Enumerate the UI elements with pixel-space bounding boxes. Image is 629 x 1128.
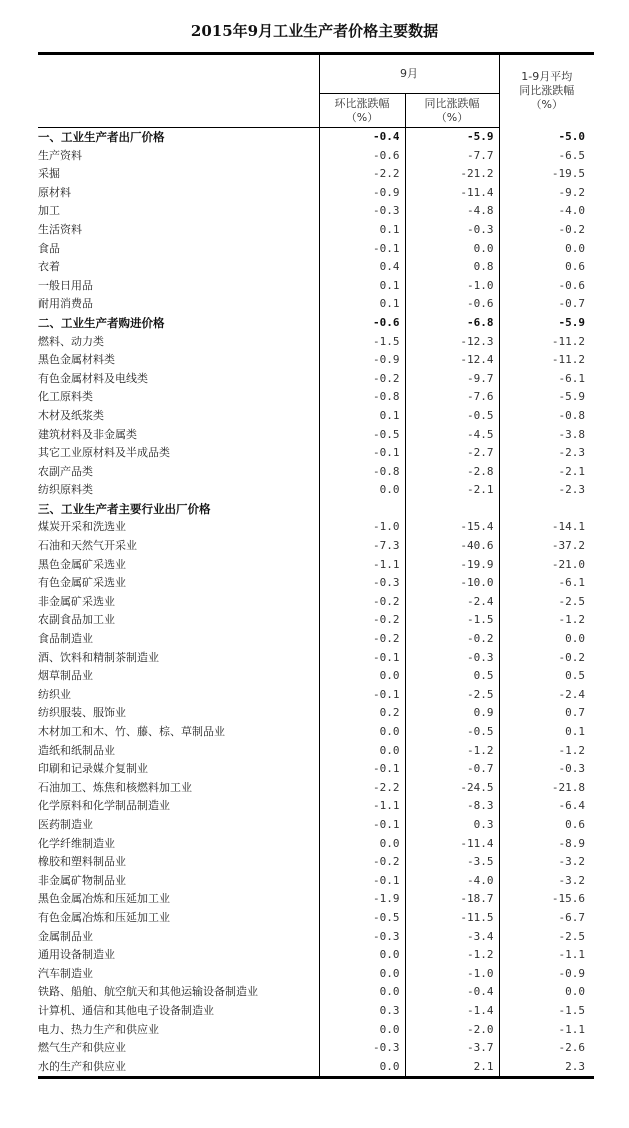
row-label: 其它工业原材料及半成品类	[38, 446, 170, 460]
yoy-value: -15.4	[405, 518, 499, 537]
table-row	[38, 240, 594, 259]
row-label: 化学原料和化学制品制造业	[38, 799, 170, 813]
avg-value: -0.3	[499, 760, 594, 779]
table-row	[38, 946, 594, 965]
table-row	[38, 388, 594, 407]
avg-value: -2.3	[499, 481, 594, 500]
mom-value: -0.8	[319, 388, 405, 407]
yoy-value: -10.0	[405, 574, 499, 593]
row-label: 纺织业	[38, 687, 71, 701]
table-row	[38, 853, 594, 872]
avg-value: -4.0	[499, 202, 594, 221]
row-label: 金属制品业	[38, 929, 93, 943]
table-row	[38, 779, 594, 798]
section-row	[38, 314, 594, 333]
table-row	[38, 630, 594, 649]
avg-value: 0.0	[499, 630, 594, 649]
header-blank	[38, 54, 319, 128]
row-label: 非金属矿物制品业	[38, 873, 126, 887]
row-label: 有色金属材料及电线类	[38, 371, 148, 385]
row-label: 衣着	[38, 260, 60, 274]
row-label: 橡胶和塑料制品业	[38, 855, 126, 869]
header-avg-line2: 同比涨跌幅	[519, 84, 575, 98]
yoy-value: -1.2	[405, 946, 499, 965]
table-row	[38, 463, 594, 482]
row-label: 一、工业生产者出厂价格	[38, 130, 165, 144]
table-row	[38, 147, 594, 166]
mom-value: -1.1	[319, 556, 405, 575]
yoy-value: -2.1	[405, 481, 499, 500]
avg-value: -11.2	[499, 351, 594, 370]
avg-value: -11.2	[499, 333, 594, 352]
table-row	[38, 1021, 594, 1040]
yoy-value: -0.3	[405, 649, 499, 668]
table-row	[38, 649, 594, 668]
table-row	[38, 165, 594, 184]
table-row	[38, 742, 594, 761]
yoy-value: -24.5	[405, 779, 499, 798]
table-row	[38, 221, 594, 240]
yoy-value: 0.5	[405, 667, 499, 686]
mom-value: 0.0	[319, 1021, 405, 1040]
mom-value: 0.0	[319, 946, 405, 965]
yoy-value: -2.7	[405, 444, 499, 463]
table-row	[38, 760, 594, 779]
mom-value: -1.0	[319, 518, 405, 537]
row-label: 医药制造业	[38, 817, 93, 831]
price-data-table	[38, 52, 594, 1079]
yoy-value: -6.8	[405, 314, 499, 333]
mom-value: -0.6	[319, 314, 405, 333]
yoy-value: -11.4	[405, 835, 499, 854]
avg-value: -0.2	[499, 649, 594, 668]
avg-value: -3.2	[499, 872, 594, 891]
mom-value: -0.1	[319, 444, 405, 463]
table-row	[38, 667, 594, 686]
row-label: 三、工业生产者主要行业出厂价格	[38, 501, 211, 516]
yoy-value: -18.7	[405, 890, 499, 909]
row-label: 木材加工和木、竹、藤、棕、草制品业	[38, 725, 225, 738]
mom-value: -0.1	[319, 686, 405, 705]
mom-value: -0.1	[319, 816, 405, 835]
yoy-value: -4.8	[405, 202, 499, 221]
header-mom-unit: （%）	[345, 110, 379, 124]
section-row	[38, 128, 594, 147]
row-label: 纺织服装、服饰业	[38, 706, 126, 720]
yoy-value	[405, 500, 499, 519]
yoy-value: -12.4	[405, 351, 499, 370]
table-row	[38, 184, 594, 203]
header-mom-col	[319, 94, 405, 128]
row-label: 建筑材料及非金属类	[38, 427, 137, 441]
table-row	[38, 835, 594, 854]
table-row	[38, 611, 594, 630]
yoy-value: -12.3	[405, 333, 499, 352]
row-label: 黑色金属材料类	[38, 353, 115, 367]
avg-value: -5.0	[499, 128, 594, 147]
yoy-value: -7.6	[405, 388, 499, 407]
yoy-value: -1.2	[405, 742, 499, 761]
avg-value: -0.2	[499, 221, 594, 240]
row-label: 生活资料	[38, 222, 82, 236]
row-label: 木材及纸浆类	[38, 408, 104, 422]
yoy-value: -1.5	[405, 611, 499, 630]
avg-value: -9.2	[499, 184, 594, 203]
table-row	[38, 351, 594, 370]
yoy-value: 0.8	[405, 258, 499, 277]
avg-value: 2.3	[499, 1058, 594, 1078]
yoy-value: 0.0	[405, 240, 499, 259]
header-yoy-col	[405, 94, 499, 128]
avg-value: -14.1	[499, 518, 594, 537]
yoy-value: -0.3	[405, 221, 499, 240]
row-label: 水的生产和供应业	[38, 1058, 319, 1078]
avg-value: -2.6	[499, 1039, 594, 1058]
mom-value: -0.9	[319, 184, 405, 203]
table-row	[38, 426, 594, 445]
avg-value: -2.1	[499, 463, 594, 482]
avg-value	[499, 500, 594, 519]
row-label: 燃气生产和供应业	[38, 1041, 126, 1055]
avg-value: -37.2	[499, 537, 594, 556]
yoy-value: -2.4	[405, 593, 499, 612]
table-row	[38, 723, 594, 742]
row-label: 黑色金属矿采选业	[38, 557, 126, 571]
table-row	[38, 890, 594, 909]
table-row	[38, 556, 594, 575]
yoy-value: -11.5	[405, 909, 499, 928]
mom-value: -0.2	[319, 611, 405, 630]
mom-value: 0.0	[319, 742, 405, 761]
table-row	[38, 295, 594, 314]
yoy-value: -2.5	[405, 686, 499, 705]
avg-value: -3.2	[499, 853, 594, 872]
mom-value: -0.1	[319, 240, 405, 259]
avg-value: 0.0	[499, 240, 594, 259]
table-row	[38, 704, 594, 723]
yoy-value: 0.9	[405, 704, 499, 723]
avg-value: -2.3	[499, 444, 594, 463]
mom-value: -0.3	[319, 574, 405, 593]
row-label: 黑色金属冶炼和压延加工业	[38, 892, 170, 906]
row-label: 二、工业生产者购进价格	[38, 315, 165, 330]
yoy-value: -19.9	[405, 556, 499, 575]
row-label: 通用设备制造业	[38, 948, 115, 962]
row-label: 食品	[38, 241, 60, 255]
mom-value: -0.5	[319, 426, 405, 445]
table-row	[38, 202, 594, 221]
table-row	[38, 574, 594, 593]
mom-value: 0.4	[319, 258, 405, 277]
mom-value: -1.9	[319, 890, 405, 909]
yoy-value: -8.3	[405, 797, 499, 816]
row-label: 计算机、通信和其他电子设备制造业	[38, 1003, 214, 1017]
avg-value: -0.6	[499, 277, 594, 296]
row-label: 纺织原料类	[38, 483, 93, 497]
row-label: 化学纤维制造业	[38, 836, 115, 850]
row-label: 电力、热力生产和供应业	[38, 1022, 159, 1036]
row-label: 化工原料类	[38, 390, 93, 404]
avg-value: -3.8	[499, 426, 594, 445]
mom-value: -0.6	[319, 147, 405, 166]
row-label: 原材料	[38, 185, 71, 199]
yoy-value: -1.0	[405, 965, 499, 984]
header-avg-unit: （%）	[530, 98, 563, 112]
mom-value: -0.1	[319, 872, 405, 891]
yoy-value: -2.0	[405, 1021, 499, 1040]
table-row	[38, 797, 594, 816]
row-label: 一般日用品	[38, 278, 93, 292]
mom-value: 0.0	[319, 983, 405, 1002]
yoy-value: -0.5	[405, 723, 499, 742]
avg-value: 0.6	[499, 258, 594, 277]
yoy-value: 0.3	[405, 816, 499, 835]
row-label: 生产资料	[38, 148, 82, 162]
row-label: 造纸和纸制品业	[38, 743, 115, 757]
yoy-value: -11.4	[405, 184, 499, 203]
mom-value: 0.0	[319, 835, 405, 854]
table-row	[38, 1058, 594, 1078]
row-label: 煤炭开采和洗选业	[38, 520, 126, 534]
avg-value: -8.9	[499, 835, 594, 854]
header-row-1	[38, 54, 594, 94]
avg-value: -6.4	[499, 797, 594, 816]
avg-value: -1.5	[499, 1002, 594, 1021]
yoy-value: 2.1	[405, 1058, 499, 1078]
mom-value: -2.2	[319, 779, 405, 798]
table-row	[38, 537, 594, 556]
mom-value: -0.1	[319, 760, 405, 779]
header-yoy-unit: （%）	[435, 110, 469, 124]
mom-value: -0.2	[319, 370, 405, 389]
yoy-value: -0.4	[405, 983, 499, 1002]
table-row	[38, 1039, 594, 1058]
yoy-value: -1.0	[405, 277, 499, 296]
table-row	[38, 983, 594, 1002]
page-title: 2015年9月工业生产者价格主要数据	[190, 22, 439, 40]
mom-value: -0.4	[319, 128, 405, 147]
table-row	[38, 518, 594, 537]
avg-value: 0.7	[499, 704, 594, 723]
mom-value: 0.0	[319, 1058, 405, 1078]
row-label: 石油和天然气开采业	[38, 539, 137, 553]
mom-value: -2.2	[319, 165, 405, 184]
avg-value: -21.8	[499, 779, 594, 798]
avg-value: -1.2	[499, 611, 594, 630]
avg-value: -0.7	[499, 295, 594, 314]
row-label: 石油加工、炼焦和核燃料加工业	[38, 780, 192, 794]
row-label: 采掘	[38, 167, 60, 181]
row-label: 食品制造业	[38, 632, 93, 646]
row-label: 酒、饮料和精制茶制造业	[38, 650, 159, 664]
table-row	[38, 816, 594, 835]
table-row	[38, 1002, 594, 1021]
yoy-value: -0.2	[405, 630, 499, 649]
yoy-value: -9.7	[405, 370, 499, 389]
table-row	[38, 965, 594, 984]
row-label: 铁路、船舶、航空航天和其他运输设备制造业	[38, 985, 258, 999]
avg-value: -1.1	[499, 1021, 594, 1040]
mom-value: -0.2	[319, 853, 405, 872]
mom-value: -0.2	[319, 593, 405, 612]
mom-value: 0.1	[319, 407, 405, 426]
mom-value: 0.1	[319, 221, 405, 240]
mom-value: -0.8	[319, 463, 405, 482]
table-row	[38, 593, 594, 612]
avg-value: -2.5	[499, 593, 594, 612]
avg-value: -0.8	[499, 407, 594, 426]
avg-value: -1.2	[499, 742, 594, 761]
table-row	[38, 370, 594, 389]
avg-value: -5.9	[499, 314, 594, 333]
table-row	[38, 872, 594, 891]
avg-value: -2.5	[499, 928, 594, 947]
avg-value: -6.7	[499, 909, 594, 928]
mom-value: -0.1	[319, 649, 405, 668]
row-label: 烟草制品业	[38, 669, 93, 683]
avg-value: -6.1	[499, 370, 594, 389]
row-label: 有色金属冶炼和压延加工业	[38, 910, 170, 924]
avg-value: -0.9	[499, 965, 594, 984]
table-row	[38, 928, 594, 947]
header-mom-label: 环比涨跌幅	[334, 96, 390, 110]
mom-value	[319, 500, 405, 519]
table-row	[38, 407, 594, 426]
table-row	[38, 909, 594, 928]
yoy-value: -40.6	[405, 537, 499, 556]
avg-value: 0.5	[499, 667, 594, 686]
avg-value: 0.6	[499, 816, 594, 835]
row-label: 农副产品类	[38, 464, 93, 478]
mom-value: 0.1	[319, 277, 405, 296]
yoy-value: -1.4	[405, 1002, 499, 1021]
table-row	[38, 481, 594, 500]
yoy-value: -0.5	[405, 407, 499, 426]
row-label: 汽车制造业	[38, 966, 93, 980]
yoy-value: -3.7	[405, 1039, 499, 1058]
row-label: 印刷和记录媒介复制业	[38, 762, 148, 776]
table-row	[38, 686, 594, 705]
mom-value: 0.0	[319, 723, 405, 742]
mom-value: 0.0	[319, 667, 405, 686]
mom-value: -0.9	[319, 351, 405, 370]
yoy-value: -3.5	[405, 853, 499, 872]
avg-value: -6.5	[499, 147, 594, 166]
section-row	[38, 500, 594, 519]
avg-value: -6.1	[499, 574, 594, 593]
avg-value: -21.0	[499, 556, 594, 575]
avg-value: -5.9	[499, 388, 594, 407]
mom-value: -0.3	[319, 928, 405, 947]
mom-value: -0.2	[319, 630, 405, 649]
table-row	[38, 444, 594, 463]
avg-value: 0.0	[499, 983, 594, 1002]
mom-value: 0.0	[319, 965, 405, 984]
header-avg-line1: 1-9月平均	[521, 70, 573, 84]
header-avg-col	[499, 54, 594, 128]
mom-value: 0.0	[319, 481, 405, 500]
avg-value: -2.4	[499, 686, 594, 705]
mom-value: 0.3	[319, 1002, 405, 1021]
yoy-value: -21.2	[405, 165, 499, 184]
table-row	[38, 258, 594, 277]
row-label: 有色金属矿采选业	[38, 576, 126, 590]
yoy-value: -2.8	[405, 463, 499, 482]
header-yoy-label: 同比涨跌幅	[424, 96, 480, 110]
mom-value: -1.1	[319, 797, 405, 816]
mom-value: -1.5	[319, 333, 405, 352]
yoy-value: -3.4	[405, 928, 499, 947]
mom-value: -7.3	[319, 537, 405, 556]
mom-value: 0.1	[319, 295, 405, 314]
yoy-value: -0.7	[405, 760, 499, 779]
row-label: 加工	[38, 204, 60, 218]
row-label: 农副食品加工业	[38, 613, 115, 627]
avg-value: -15.6	[499, 890, 594, 909]
row-label: 燃料、动力类	[38, 334, 104, 348]
yoy-value: -7.7	[405, 147, 499, 166]
yoy-value: -4.5	[405, 426, 499, 445]
yoy-value: -4.0	[405, 872, 499, 891]
table-body	[38, 128, 594, 1078]
yoy-value: -0.6	[405, 295, 499, 314]
avg-value: -1.1	[499, 946, 594, 965]
table-row	[38, 277, 594, 296]
mom-value: -0.5	[319, 909, 405, 928]
avg-value: -19.5	[499, 165, 594, 184]
mom-value: -0.3	[319, 1039, 405, 1058]
table-row	[38, 333, 594, 352]
row-label: 耐用消费品	[38, 297, 93, 311]
mom-value: 0.2	[319, 704, 405, 723]
header-month-group: 9月	[319, 54, 499, 94]
row-label: 非金属矿采选业	[38, 594, 115, 608]
yoy-value: -5.9	[405, 128, 499, 147]
mom-value: -0.3	[319, 202, 405, 221]
avg-value: 0.1	[499, 723, 594, 742]
